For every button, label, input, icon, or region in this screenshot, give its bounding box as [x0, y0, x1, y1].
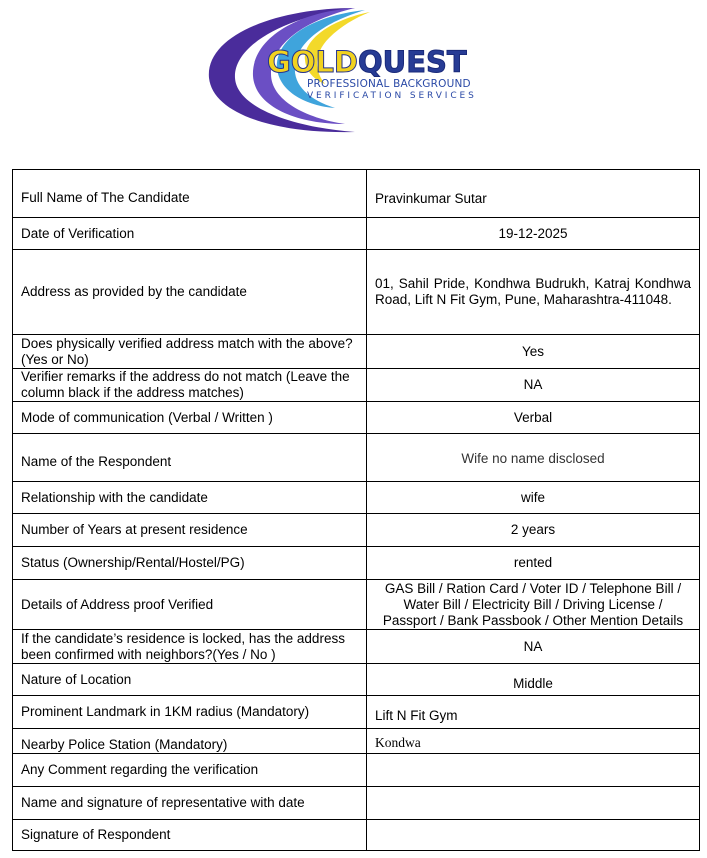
- landmark-value: Lift N Fit Gym: [367, 696, 700, 729]
- verification-table: [12, 169, 700, 851]
- goldquest-logo: [205, 6, 515, 138]
- row-label: Nature of Location: [13, 664, 367, 696]
- respondent-name-value: Wife no name disclosed: [367, 434, 700, 482]
- table-row: [13, 482, 700, 514]
- neighbor-confirmation-value: NA: [367, 630, 700, 664]
- address-proof-value: GAS Bill / Ration Card / Voter ID / Telephone Bill / Water Bill / Electricity Bill / Driving License / Passport / Bank Passbook / Other Mention Details: [367, 580, 700, 630]
- table-row: [13, 787, 700, 820]
- table-row: [13, 664, 700, 696]
- table-row: [13, 402, 700, 434]
- row-label: If the candidate’s residence is locked, has the address been confirmed with neighbors?(Yes / No ): [13, 630, 367, 664]
- comment-value: [367, 754, 700, 787]
- table-row: [13, 369, 700, 402]
- row-label: Any Comment regarding the verification: [13, 754, 367, 787]
- row-label: Name and signature of representative with date: [13, 787, 367, 820]
- row-label: Date of Verification: [13, 218, 367, 250]
- table-row: [13, 729, 700, 754]
- communication-mode-value: Verbal: [367, 402, 700, 434]
- verification-date-value: 19-12-2025: [367, 218, 700, 250]
- row-label: Number of Years at present residence: [13, 514, 367, 547]
- police-station-value: Kondwa: [367, 729, 700, 754]
- table-row: [13, 580, 700, 630]
- table-row: [13, 820, 700, 851]
- relationship-value: wife: [367, 482, 700, 514]
- address-value: 01, Sahil Pride, Kondhwa Budrukh, Katraj Kondhwa Road, Lift N Fit Gym, Pune, Maharashtra-411048.: [367, 250, 700, 335]
- table-row: [13, 335, 700, 369]
- representative-signature-value: [367, 787, 700, 820]
- table-row: [13, 514, 700, 547]
- residence-status-value: rented: [367, 547, 700, 580]
- table-row: [13, 754, 700, 787]
- address-match-value: Yes: [367, 335, 700, 369]
- years-at-residence-value: 2 years: [367, 514, 700, 547]
- table-row: [13, 218, 700, 250]
- table-row: [13, 696, 700, 729]
- table-row: [13, 434, 700, 482]
- row-label: Mode of communication (Verbal / Written ): [13, 402, 367, 434]
- row-label: Status (Ownership/Rental/Hostel/PG): [13, 547, 367, 580]
- table-row: [13, 250, 700, 335]
- table-row: [13, 170, 700, 218]
- table-row: [13, 547, 700, 580]
- location-nature-value: Middle: [367, 664, 700, 696]
- brand-tagline-line1: PROFESSIONAL BACKGROUND: [307, 78, 471, 90]
- row-label: Relationship with the candidate: [13, 482, 367, 514]
- row-label: Details of Address proof Verified: [13, 580, 367, 630]
- table-row: [13, 630, 700, 664]
- row-label: Full Name of The Candidate: [13, 170, 367, 218]
- row-label: Does physically verified address match with the above? (Yes or No): [13, 335, 367, 369]
- row-label: Signature of Respondent: [13, 820, 367, 851]
- respondent-signature-value: [367, 820, 700, 851]
- brand-name-gold: GOLD: [267, 45, 359, 79]
- row-label: Prominent Landmark in 1KM radius (Mandatory): [13, 696, 367, 729]
- candidate-name-value: Pravinkumar Sutar: [367, 170, 700, 218]
- row-label: Address as provided by the candidate: [13, 250, 367, 335]
- row-label: Name of the Respondent: [13, 434, 367, 482]
- brand-name-quest: QUEST: [358, 45, 467, 79]
- row-label: Verifier remarks if the address do not match (Leave the column black if the address matches): [13, 369, 367, 402]
- verifier-remarks-value: NA: [367, 369, 700, 402]
- brand-tagline-line2: VERIFICATION SERVICES: [307, 91, 477, 101]
- row-label: Nearby Police Station (Mandatory): [13, 729, 367, 754]
- brand-wordmark: [267, 45, 467, 79]
